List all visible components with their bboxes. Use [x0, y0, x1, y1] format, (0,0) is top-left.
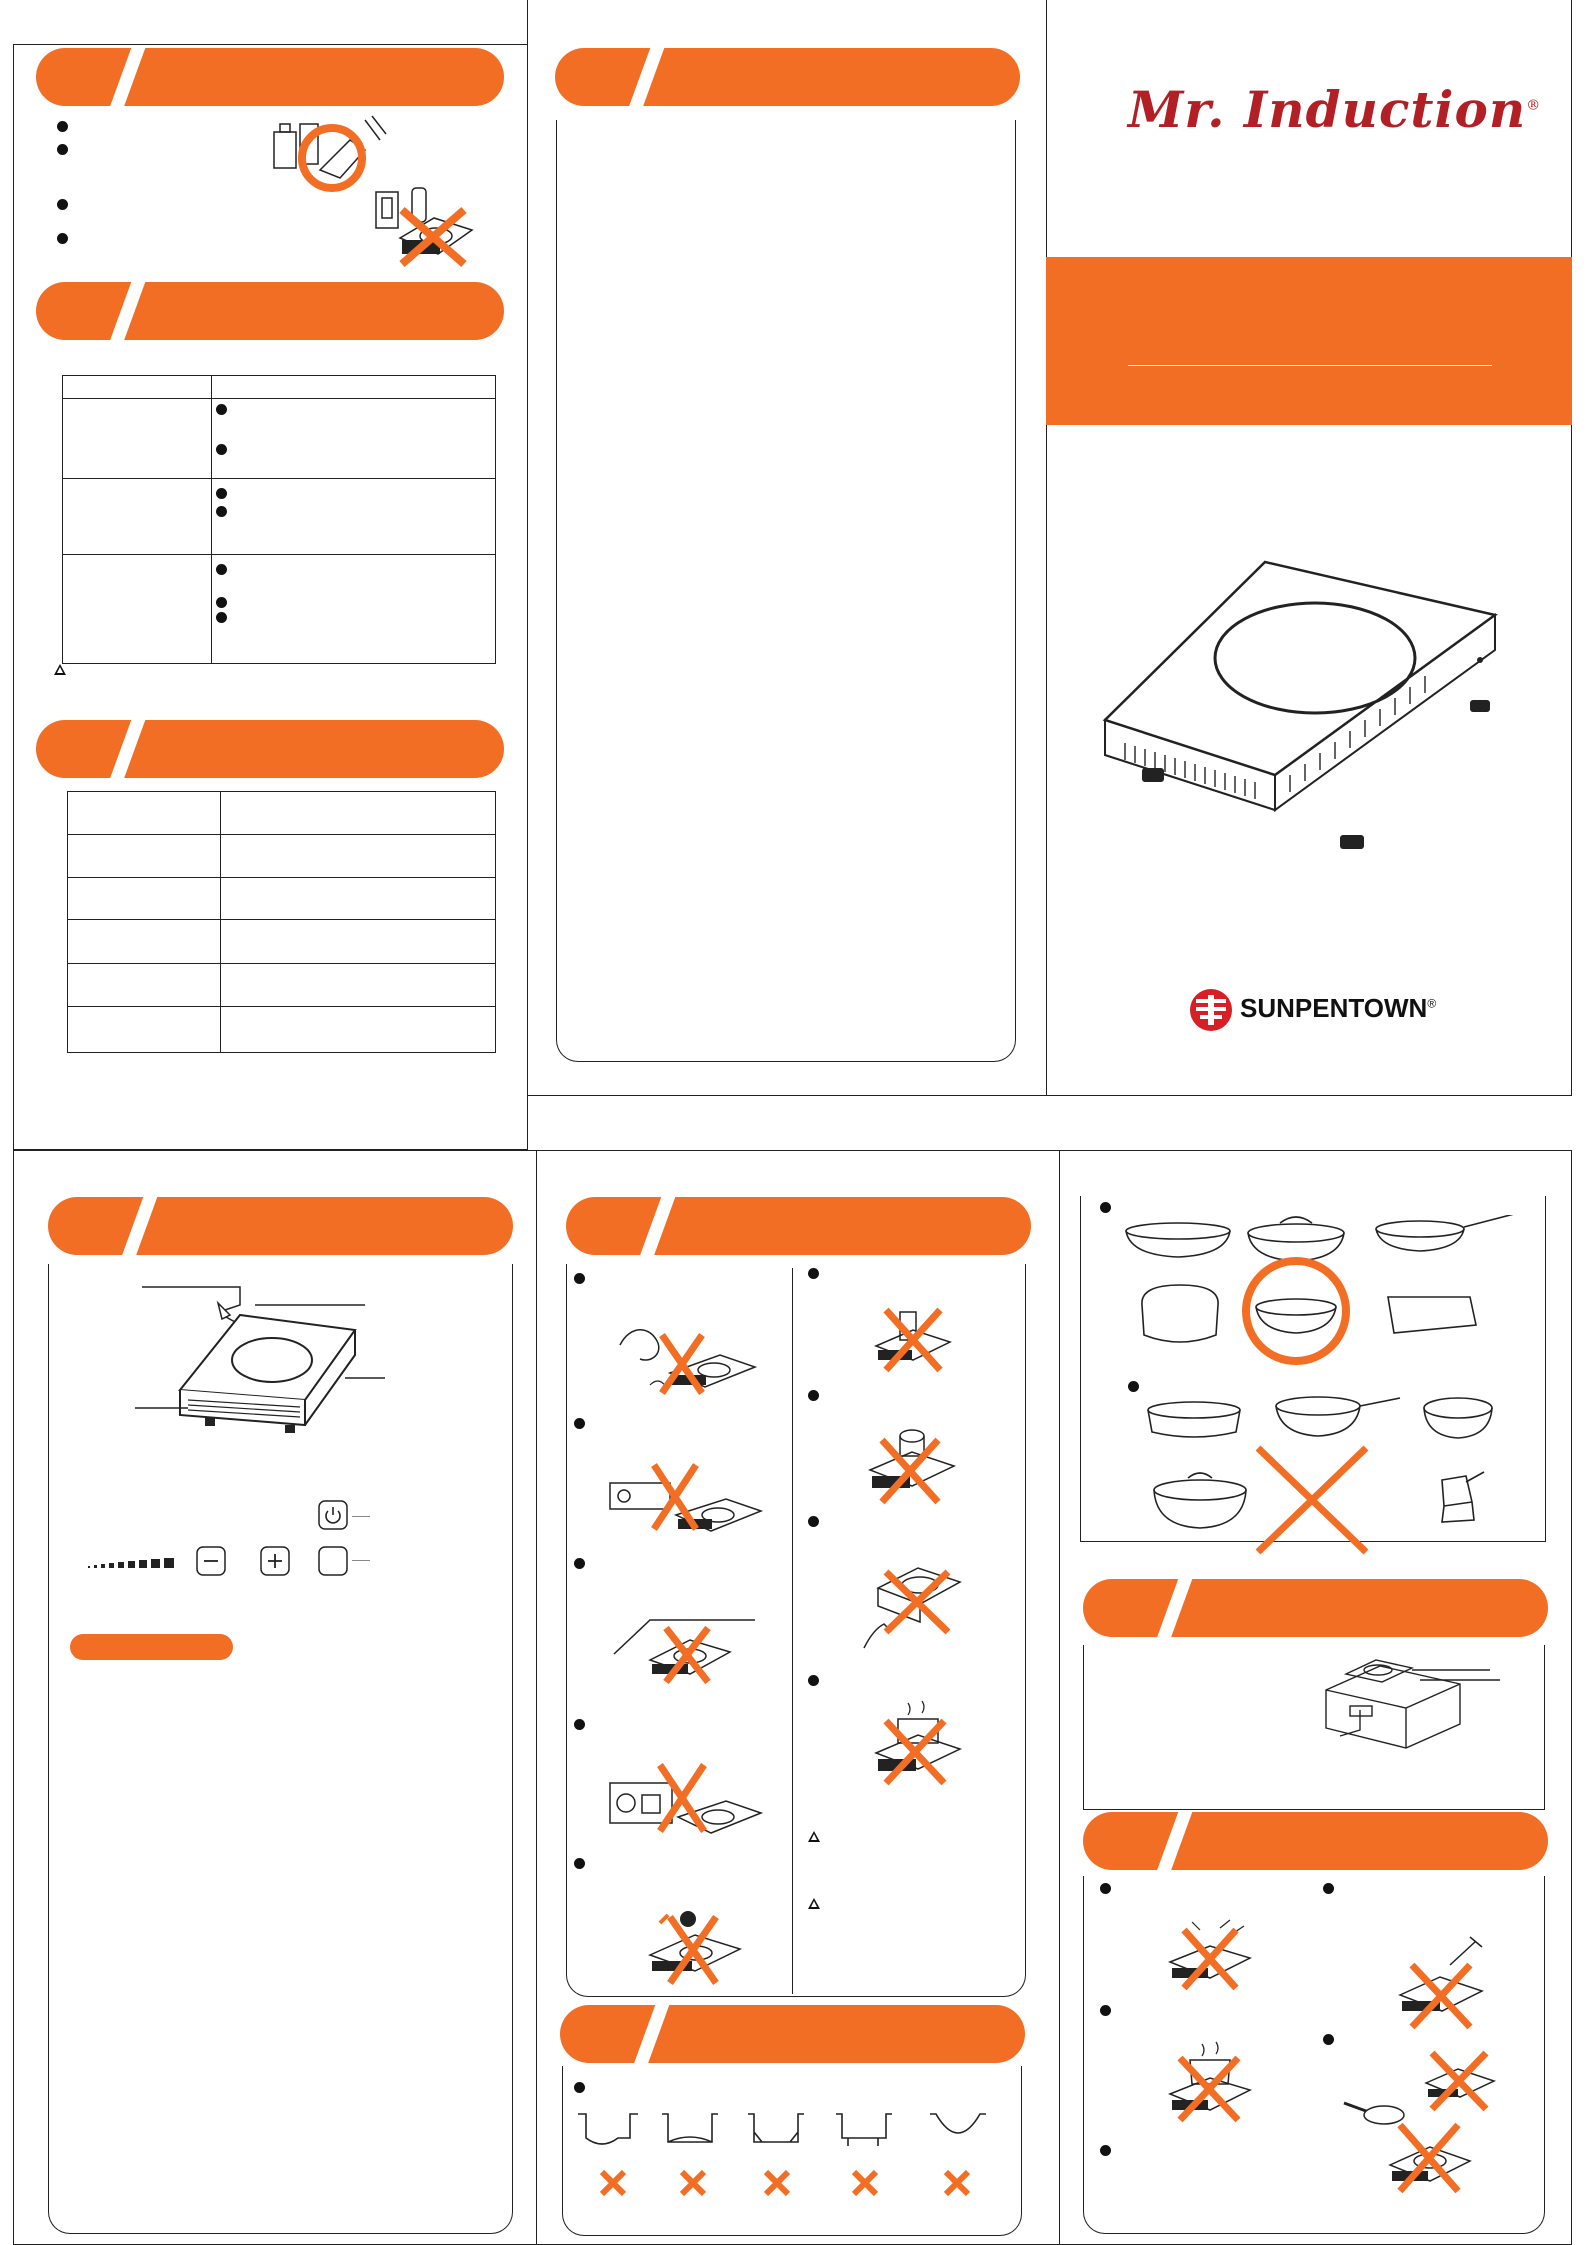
subsection-pill — [70, 1634, 233, 1660]
bullet-icon — [808, 1516, 819, 1527]
bullet-icon — [574, 1273, 585, 1284]
power-icon[interactable] — [318, 1500, 348, 1530]
section-header-f2 — [1083, 1812, 1548, 1870]
bullet-icon — [574, 2082, 585, 2093]
bullet-icon — [57, 121, 68, 132]
bullet-icon — [216, 488, 227, 499]
warning-triangle-icon — [808, 1898, 820, 1909]
bullet-icon — [1100, 1883, 1111, 1894]
section-header-e1 — [566, 1197, 1031, 1255]
content-frame-b — [556, 120, 1016, 1062]
bullet-icon — [1323, 2034, 1334, 2045]
title-divider — [1128, 365, 1492, 366]
bullet-icon — [57, 233, 68, 244]
unsuitable-cookware-illustration — [1140, 1392, 1520, 1562]
prohibited-cleaner-illustration — [372, 180, 482, 270]
prohibited-utensil-illustration — [1390, 1935, 1500, 2035]
bullet-icon — [1323, 1883, 1334, 1894]
bullet-icon — [574, 1719, 585, 1730]
timer-button-icon[interactable] — [318, 1546, 348, 1576]
section-header-b1 — [555, 48, 1020, 106]
plus-icon[interactable] — [260, 1546, 290, 1576]
prohibited-stacking-illustration — [868, 1300, 958, 1380]
prohibited-electronics-illustration — [606, 1755, 766, 1845]
cover-panel — [1046, 0, 1572, 1096]
prohibited-hot-pot-illustration — [1160, 2040, 1260, 2130]
prohibited-wet-hands-illustration — [610, 1315, 760, 1405]
built-in-installation-illustration — [1320, 1650, 1520, 1760]
unsuitable-pan-bottoms-illustration — [578, 2106, 1018, 2210]
prohibited-empty-pot-illustration — [862, 1420, 962, 1510]
bullet-icon — [808, 1390, 819, 1401]
bullet-icon — [216, 506, 227, 517]
bullet-icon — [574, 1858, 585, 1869]
section-header-f1 — [1083, 1579, 1548, 1637]
section-header-a1 — [36, 48, 504, 106]
prohibited-wall-proximity-illustration — [610, 1590, 760, 1690]
warning-triangle-icon — [808, 1831, 820, 1842]
bullet-icon — [216, 612, 227, 623]
specifications-table — [67, 791, 496, 1053]
bullet-icon — [216, 444, 227, 455]
brand-logo: Mr. Induction® — [1128, 80, 1542, 139]
bullet-icon — [574, 1558, 585, 1569]
prohibited-metal-objects-illustration — [640, 1905, 750, 1995]
cover-title-band — [1046, 257, 1572, 425]
bullet-icon — [1100, 1202, 1111, 1213]
warning-triangle-icon — [54, 664, 66, 675]
section-header-a3 — [36, 720, 504, 778]
bullet-icon — [216, 564, 227, 575]
company-name: SUNPENTOWN® — [1240, 993, 1437, 1023]
bullet-icon — [808, 1268, 819, 1279]
bullet-icon — [574, 1418, 585, 1429]
section-header-d1 — [48, 1197, 513, 1255]
prohibited-spill-illustration — [1160, 1918, 1260, 1998]
sunpentown-logo-icon — [1188, 987, 1234, 1033]
bullet-icon — [57, 144, 68, 155]
parts-diagram — [130, 1275, 400, 1455]
suitable-cookware-illustration — [1120, 1215, 1520, 1365]
bullet-icon — [1128, 1381, 1139, 1392]
prohibited-overheat-illustration — [868, 1695, 968, 1795]
section-header-e2 — [560, 2005, 1025, 2063]
bullet-icon — [216, 404, 227, 415]
prohibited-pan-handling-illustration — [1340, 2085, 1480, 2195]
bullet-icon — [216, 597, 227, 608]
section-header-a2 — [36, 282, 504, 340]
troubleshooting-table — [62, 375, 496, 664]
bullet-icon — [808, 1675, 819, 1686]
bullet-icon — [57, 199, 68, 210]
power-level-indicator-icon — [88, 1552, 178, 1572]
prohibited-gas-stove-illustration — [606, 1455, 766, 1545]
bullet-icon — [1100, 2145, 1111, 2156]
minus-icon[interactable] — [196, 1546, 226, 1576]
induction-cooktop-illustration — [1100, 555, 1520, 870]
bullet-icon — [1100, 2005, 1111, 2016]
prohibited-touch-surface-illustration — [860, 1548, 970, 1658]
